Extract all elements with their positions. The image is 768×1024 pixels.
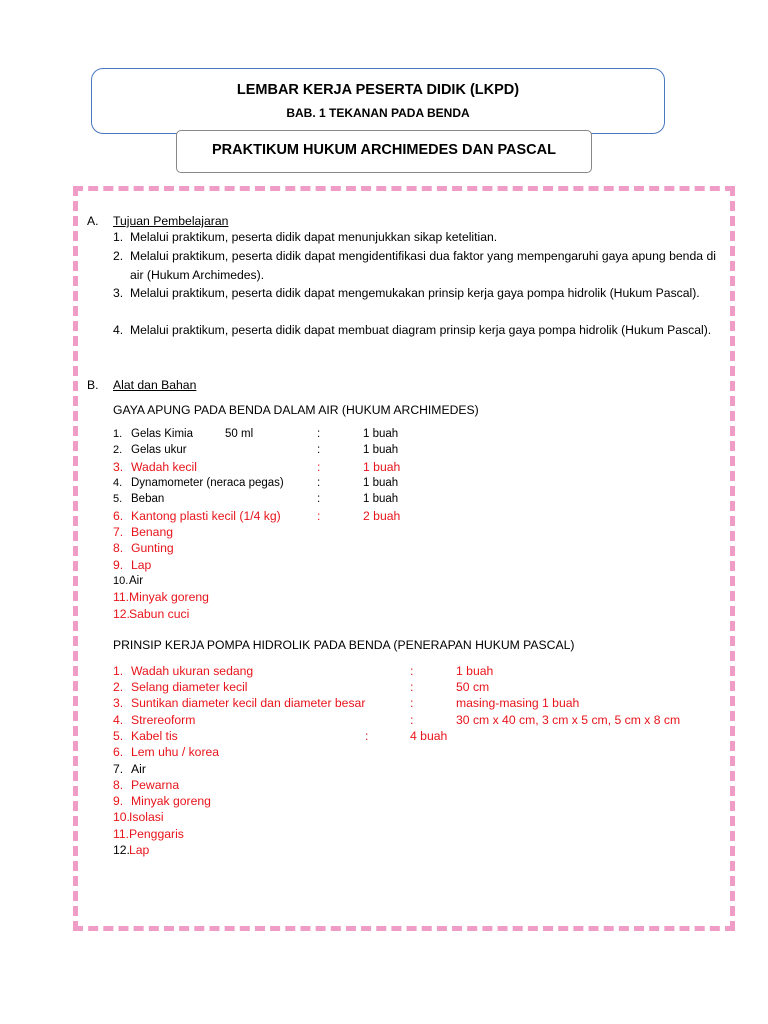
page-title: LEMBAR KERJA PESERTA DIDIK (LKPD) bbox=[236, 82, 520, 98]
pascal-item-name: Wadah ukuran sedang bbox=[131, 664, 254, 678]
archimedes-item-num: 8. bbox=[113, 541, 124, 555]
archimedes-item-name: Kantong plasti kecil (1/4 kg) bbox=[131, 509, 281, 523]
pascal-item-num: 5. bbox=[113, 729, 124, 743]
archimedes-item-name: Air bbox=[129, 575, 144, 587]
archimedes-item-qty: 1 buah bbox=[363, 477, 399, 489]
pascal-item-num: 6. bbox=[113, 745, 124, 759]
pascal-item-name: Pewarna bbox=[131, 778, 180, 792]
archimedes-item-colon: : bbox=[317, 444, 321, 456]
pascal-item-qty: 4 buah bbox=[410, 729, 448, 743]
pascal-item-qty: 1 buah bbox=[456, 664, 494, 678]
pascal-item-name: Kabel tis bbox=[131, 729, 178, 743]
goal-2-text: Melalui praktikum, peserta didik dapat mengidentifikasi dua faktor yang mempengaruhi gaya apung benda di air (Hukum Archimedes). bbox=[130, 249, 716, 282]
pascal-item-num: 1. bbox=[113, 664, 124, 678]
archimedes-item-num: 11. bbox=[113, 590, 130, 604]
goal-4-text: Melalui praktikum, peserta didik dapat membuat diagram prinsip kerja gaya pompa hidrolik (Hukum Pascal). bbox=[130, 323, 712, 337]
chapter-title: BAB. 1 TEKANAN PADA BENDA bbox=[286, 106, 470, 120]
archimedes-item-num: 4. bbox=[113, 477, 123, 489]
pascal-item-colon: : bbox=[410, 680, 414, 694]
section-b-heading: Alat dan Bahan bbox=[113, 378, 197, 392]
pascal-item-num: 3. bbox=[113, 696, 124, 710]
archimedes-item-qty: 1 buah bbox=[363, 444, 399, 456]
archimedes-item-name: Minyak goreng bbox=[129, 590, 209, 604]
pascal-item-num: 10. bbox=[113, 810, 130, 824]
pascal-item-qty: 50 cm bbox=[456, 680, 490, 694]
archimedes-item-name: Wadah kecil bbox=[131, 460, 197, 474]
archimedes-item-colon: : bbox=[317, 428, 321, 440]
archimedes-item-colon: : bbox=[317, 477, 321, 489]
archimedes-item-name: Beban bbox=[131, 493, 165, 505]
pascal-item-qty: masing-masing 1 buah bbox=[456, 696, 580, 710]
archimedes-item-name: Gelas ukur bbox=[131, 444, 187, 456]
archimedes-item-qty: 1 buah bbox=[363, 493, 399, 505]
archimedes-item-num: 5. bbox=[113, 493, 123, 505]
archimedes-item-name: Gunting bbox=[131, 541, 174, 555]
archimedes-item-name: Lap bbox=[131, 558, 152, 572]
goal-2-num: 2. bbox=[113, 249, 124, 263]
pascal-item-num: 2. bbox=[113, 680, 124, 694]
archimedes-item-num: 6. bbox=[113, 509, 124, 523]
archimedes-item-num: 10. bbox=[113, 575, 129, 587]
pascal-item-num: 8. bbox=[113, 778, 124, 792]
practicum-title: PRAKTIKUM HUKUM ARCHIMEDES DAN PASCAL bbox=[176, 130, 592, 173]
goal-3-text: Melalui praktikum, peserta didik dapat mengemukakan prinsip kerja gaya pompa hidrolik (Hukum Pascal). bbox=[130, 286, 700, 300]
goal-3-num: 3. bbox=[113, 286, 124, 300]
pascal-item-name: Strereoform bbox=[131, 713, 196, 727]
archimedes-item-qty: 1 buah bbox=[363, 428, 399, 440]
archimedes-item-colon: : bbox=[317, 509, 321, 523]
pascal-item-name: Selang diameter kecil bbox=[131, 680, 248, 694]
pascal-item-name: Suntikan diameter kecil dan diameter besar bbox=[131, 696, 366, 710]
pascal-item-num: 4. bbox=[113, 713, 124, 727]
archimedes-item-qty: 2 buah bbox=[363, 509, 401, 523]
archimedes-item-colon: : bbox=[317, 460, 321, 474]
pascal-item-colon: : bbox=[410, 664, 414, 678]
archimedes-item-spec: 50 ml bbox=[225, 428, 254, 440]
pascal-item-num: 7. bbox=[113, 762, 124, 776]
pascal-subheading: PRINSIP KERJA POMPA HIDROLIK PADA BENDA (PENERAPAN HUKUM PASCAL) bbox=[113, 638, 575, 652]
pascal-item-name: Minyak goreng bbox=[131, 794, 211, 808]
archimedes-item-num: 7. bbox=[113, 525, 124, 539]
pascal-item-num: 9. bbox=[113, 794, 124, 808]
pascal-item-qty: 30 cm x 40 cm, 3 cm x 5 cm, 5 cm x 8 cm bbox=[456, 713, 681, 727]
pascal-item-colon: : bbox=[410, 696, 414, 710]
archimedes-item-colon: : bbox=[317, 493, 321, 505]
goal-1-text: Melalui praktikum, peserta didik dapat menunjukkan sikap ketelitian. bbox=[130, 230, 498, 244]
goal-4-num: 4. bbox=[113, 323, 124, 337]
archimedes-item-name: Dynamometer (neraca pegas) bbox=[131, 477, 284, 489]
pascal-item-name: Air bbox=[131, 762, 146, 776]
pascal-item-name: Penggaris bbox=[129, 827, 184, 841]
header-box bbox=[91, 68, 665, 134]
archimedes-item-num: 2. bbox=[113, 444, 123, 456]
pascal-item-num: 12. bbox=[113, 843, 130, 857]
pascal-item-name: Isolasi bbox=[129, 810, 164, 824]
archimedes-item-name: Gelas Kimia bbox=[131, 428, 193, 440]
archimedes-item-num: 1. bbox=[113, 428, 123, 440]
section-a-letter: A. bbox=[87, 214, 99, 228]
section-a-heading: Tujuan Pembelajaran bbox=[113, 214, 229, 228]
archimedes-subheading: GAYA APUNG PADA BENDA DALAM AIR (HUKUM ARCHIMEDES) bbox=[113, 403, 479, 417]
goal-1-num: 1. bbox=[113, 230, 124, 244]
pascal-item-name: Lem uhu / korea bbox=[131, 745, 220, 759]
archimedes-item-num: 9. bbox=[113, 558, 124, 572]
archimedes-item-name: Benang bbox=[131, 525, 174, 539]
section-b-letter: B. bbox=[87, 378, 99, 392]
pascal-item-name: Lap bbox=[129, 843, 150, 857]
archimedes-item-name: Sabun cuci bbox=[129, 607, 190, 621]
archimedes-item-num: 3. bbox=[113, 460, 124, 474]
pascal-item-colon: : bbox=[365, 729, 369, 743]
pascal-item-num: 11. bbox=[113, 827, 130, 841]
archimedes-item-qty: 1 buah bbox=[363, 460, 401, 474]
pascal-item-colon: : bbox=[410, 713, 414, 727]
archimedes-item-num: 12. bbox=[113, 607, 130, 621]
